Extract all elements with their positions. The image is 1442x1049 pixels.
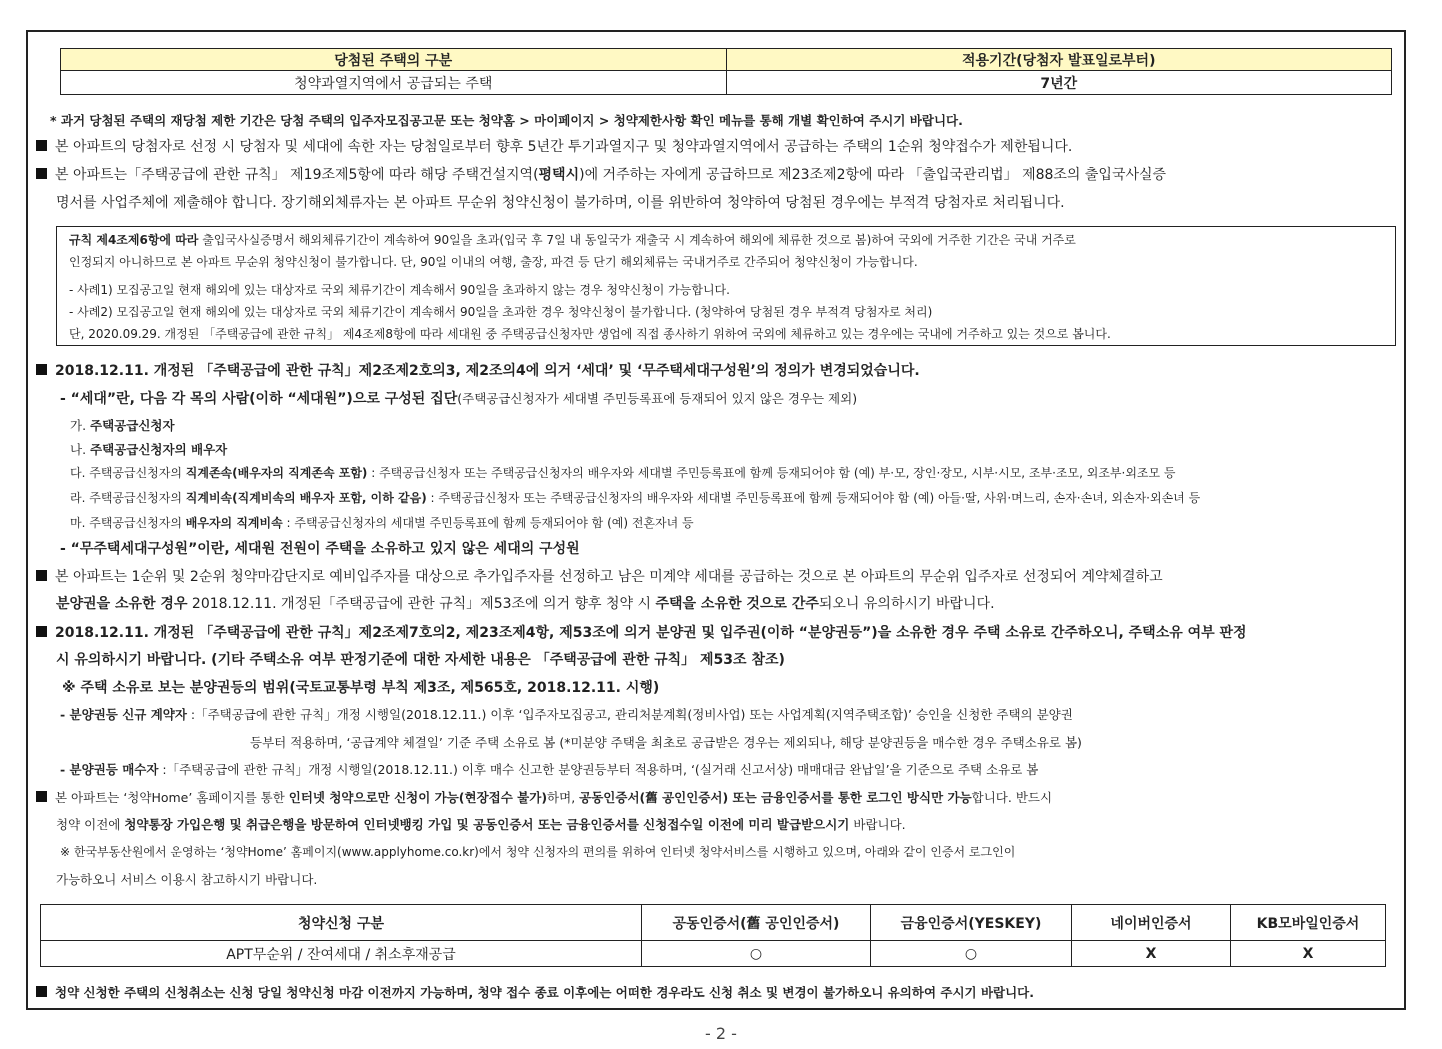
table-cell: ○	[642, 941, 871, 967]
paragraph	[36, 983, 1034, 1001]
table-header: 네이버인증서	[1072, 905, 1231, 941]
bold-text: 청약통장 가입은행 및 취급은행을 방문하여 인터넷뱅킹 가입 및 공동인증서 또는 금융인증서를 신청접수일 이전에 미리 발급받으시기	[124, 817, 850, 832]
paragraph-text: 시 유의하시기 바랍니다. (기타 주택소유 여부 판정기준에 대한 자세한 내용은 「주택공급에 관한 규칙」 제53조 참조)	[56, 652, 785, 668]
paragraph	[36, 360, 920, 380]
paragraph-line	[56, 815, 906, 833]
rule-text: :「주택공급에 관한 규칙」개정 시행일(2018.12.11.) 이후 매수 신고한 분양권등부터 적용하며, ‘(실거래 신고서상) 매매대금 완납일’을 기준으로 주택 소유로 봄	[158, 762, 1039, 777]
item-bold: 직계존속(배우자의 직계존속 포함)	[185, 466, 368, 480]
bullet-square-icon	[36, 626, 47, 637]
table-header: KB모바일인증서	[1231, 905, 1386, 941]
table-header: 공동인증서(舊 공인인증서)	[642, 905, 871, 941]
box-line: - 사례2) 모집공고일 현재 해외에 있는 대상자로 국외 체류기간이 계속해서 90일을 초과한 경우 청약신청이 불가합니다. (청약하여 당첨된 경우 부적격 당첨자로 처리)	[69, 305, 933, 319]
buyer-rule	[60, 760, 1038, 778]
table-header: 적용기간(당첨자 발표일로부터)	[726, 49, 1392, 71]
table-cell: 7년간	[726, 71, 1392, 95]
item-text: 다. 주택공급신청자의	[70, 466, 186, 480]
paragraph-text: 명서를 사업주체에 제출해야 합니다. 장기해외체류자는 본 아파트 무순위 청약신청이 불가하며, 이를 위반하여 청약하여 당첨된 경우에는 부적격 당첨자로 처리됩니다.	[56, 195, 1065, 211]
box-line: 단, 2020.09.29. 개정된 「주택공급에 관한 규칙」 제4조제8항에 따라 세대원 중 주택공급신청자만 생업에 직접 종사하기 위하여 국외에 체류하고 있는 경우에는 국내에 거주하고 있는 것으로 봅니다.	[69, 327, 1111, 341]
applyhome-note: 가능하오니 서비스 이용시 참고하시기 바랍니다.	[56, 872, 318, 887]
paragraph-text: 청약 이전에	[56, 817, 125, 832]
rule-title: 규칙 제4조제6항에 따라	[69, 233, 199, 247]
box-line: 인정되지 아니하므로 본 아파트 무순위 청약신청이 불가합니다. 단, 90일 이내의 여행, 출장, 파견 등 단기 해외체류는 국내거주로 간주되어 청약신청이 가능합니다.	[69, 255, 918, 269]
paragraph-line	[56, 593, 995, 613]
item-text: 주택공급신청자	[90, 418, 175, 433]
paragraph	[36, 136, 1072, 156]
bullet-square-icon	[36, 791, 47, 802]
table-cell: APT무순위 / 잔여세대 / 취소후재공급	[41, 941, 642, 967]
rule-label: - 분양권등 신규 계약자	[60, 707, 187, 722]
new-contractor-rule	[60, 705, 1073, 723]
table-cell: X	[1231, 941, 1386, 967]
table-header: 당첨된 주택의 구분	[61, 49, 727, 71]
past-win-note: * 과거 당첨된 주택의 재당첨 제한 기간은 당첨 주택의 입주자모집공고문 또는 청약홈 > 마이페이지 > 청약제한사항 확인 메뉴를 통해 개별 확인하여 주시기 바랍니다.	[50, 113, 963, 128]
paragraph-text: 본 아파트는 ‘청약Home’ 홈페이지를 통한	[55, 790, 289, 805]
list-item	[70, 464, 1176, 481]
applyhome-note: ※ 한국부동산원에서 운영하는 ‘청약Home’ 홈페이지(www.applyhome.co.kr)에서 청약 신청자의 편의를 위하여 인터넷 청약서비스를 시행하고 있으며, 아래와 같이 인증서 로그인이	[60, 845, 1016, 859]
item-label: 나.	[70, 442, 87, 457]
bullet-square-icon	[36, 364, 47, 375]
box-line	[69, 231, 1076, 248]
box-line: - 사례1) 모집공고일 현재 해외에 있는 대상자로 국외 체류기간이 계속해서 90일을 초과하지 않는 경우 청약신청이 가능합니다.	[69, 283, 730, 297]
scope-note: ※ 주택 소유로 보는 분양권등의 범위(국토교통부령 부칙 제3조, 제565호, 2018.12.11. 시행)	[62, 680, 660, 696]
overseas-rule-box	[56, 226, 1396, 346]
rule-label: - 분양권등 매수자	[60, 762, 159, 777]
no-house-def: - “무주택세대구성원”이란, 세대원 전원이 주택을 소유하고 있지 않은 세대의 구성원	[60, 541, 580, 557]
box-text: 출입국사실증명서 해외체류기간이 계속하여 90일을 초과(입국 후 7일 내 동일국가 재출국 시 계속하여 해외에 체류한 것으로 봄)하여 국외에 거주한 기간은 국내 거주로	[198, 233, 1076, 247]
paragraph-text: 합니다. 반드시	[971, 790, 1053, 805]
bullet-square-icon	[36, 986, 47, 997]
region-name: 평택시	[538, 167, 580, 183]
certificate-table	[40, 904, 1386, 967]
table-cell: X	[1072, 941, 1231, 967]
bullet-square-icon	[36, 140, 47, 151]
paragraph	[36, 164, 1166, 184]
paragraph-text: 2018.12.11. 개정된 「주택공급에 관한 규칙」제2조제7호의2, 제23조제4항, 제53조에 의거 분양권 및 입주권(이하 “분양권등”)을 소유한 경우 주택 소유로 간주하오니, 주택소유 여부 판정	[55, 625, 1247, 641]
item-text: 라. 주택공급신청자의	[70, 491, 186, 505]
paragraph	[36, 788, 1052, 806]
table-header: 청약신청 구분	[41, 905, 642, 941]
paragraph-text: 본 아파트의 당첨자로 선정 시 당첨자 및 세대에 속한 자는 당첨일로부터 향후 5년간 투기과열지구 및 청약과열지역에서 공급하는 주택의 1순위 청약접수가 제한됩니다.	[55, 139, 1073, 155]
table-header: 금융인증서(YESKEY)	[871, 905, 1072, 941]
def-note: (주택공급신청자가 세대별 주민등록표에 등재되어 있지 않은 경우는 제외)	[457, 391, 858, 406]
table-cell: ○	[871, 941, 1072, 967]
paragraph-text: 바랍니다.	[849, 817, 906, 832]
paragraph-text: 2018.12.11. 개정된「주택공급에 관한 규칙」제53조에 의거 향후 청약 시	[187, 596, 656, 612]
item-text: : 주택공급신청자 또는 주택공급신청자의 배우자와 세대별 주민등록표에 함께 등재되어야 함 (예) 부·모, 장인·장모, 시부·시모, 조부·조모, 외조부·외조모 등	[367, 466, 1176, 480]
item-text: : 주택공급신청자의 세대별 주민등록표에 함께 등재되어야 함 (예) 전혼자녀 등	[282, 516, 694, 530]
item-text: : 주택공급신청자 또는 주택공급신청자의 배우자와 세대별 주민등록표에 함께 등재되어야 함 (예) 아들·딸, 사위·며느리, 손자·손녀, 외손자·외손녀 등	[426, 491, 1201, 505]
bold-text: 인터넷 청약으로만 신청이 가능(현장접수 불가)	[288, 790, 548, 805]
item-bold: 직계비속(직계비속의 배우자 포함, 이하 같음)	[185, 491, 427, 505]
list-item	[70, 489, 1200, 506]
bullet-square-icon	[36, 168, 47, 179]
paragraph	[36, 566, 1163, 586]
def-title: - “세대”란, 다음 각 목의 사람(이하 “세대원”)으로 구성된 집단	[60, 391, 458, 407]
paragraph-text: )에 거주하는 자에게 공급하므로 제23조제2항에 따라 「출입국관리법」 제88조의 출입국사실증	[579, 167, 1167, 183]
list-item	[70, 514, 694, 531]
paragraph-text: 되오니 유의하시기 바랍니다.	[818, 596, 995, 612]
paragraph-text: 2018.12.11. 개정된 「주택공급에 관한 규칙」제2조제2호의3, 제2조의4에 의거 ‘세대’ 및 ‘무주택세대구성원’의 정의가 변경되었습니다.	[55, 363, 920, 379]
list-item	[70, 440, 227, 458]
paragraph-text: 본 아파트는 1순위 및 2순위 청약마감단지로 예비입주자를 대상으로 추가입주자를 선정하고 남은 미계약 세대를 공급하는 것으로 본 아파트의 무순위 입주자로 선정되어 계약체결하고	[55, 569, 1163, 585]
bold-text: 공동인증서(舊 공인인증서) 또는 금융인증서를 통한 로그인 방식만 가능	[579, 790, 972, 805]
item-text: 주택공급신청자의 배우자	[90, 442, 228, 457]
household-def	[60, 388, 857, 408]
item-bold: 배우자의 직계비속	[185, 516, 283, 530]
paragraph-text: 본 아파트는「주택공급에 관한 규칙」 제19조제5항에 따라 해당 주택건설지역(	[55, 167, 539, 183]
table-cell: 청약과열지역에서 공급되는 주택	[61, 71, 727, 95]
paragraph-text: 하며,	[547, 790, 580, 805]
rule-text: :「주택공급에 관한 규칙」개정 시행일(2018.12.11.) 이후 ‘입주자모집공고, 관리처분계획(정비사업) 또는 사업계획(지역주택조합)’ 승인을 신청한 주택의 분양권	[186, 707, 1073, 722]
paragraph-text: 청약 신청한 주택의 신청취소는 신청 당일 청약신청 마감 이전까지 가능하며, 청약 접수 종료 이후에는 어떠한 경우라도 신청 취소 및 변경이 불가하오니 유의하여 주시기 바랍니다.	[55, 985, 1034, 1000]
paragraph	[36, 622, 1247, 642]
item-label: 가.	[70, 418, 87, 433]
bullet-square-icon	[36, 570, 47, 581]
list-item	[70, 416, 175, 434]
bold-text: 분양권을 소유한 경우	[56, 596, 188, 612]
page-number: - 2 -	[705, 1024, 737, 1043]
bold-text: 주택을 소유한 것으로 간주	[655, 596, 819, 612]
rule-text: 등부터 적용하며, ‘공급계약 체결일’ 기준 주택 소유로 봄 (*미분양 주택을 최초로 공급받은 경우는 제외되나, 해당 분양권등을 매수한 경우 주택소유로 봄)	[250, 735, 1082, 750]
rewin-restriction-table	[60, 48, 1392, 95]
item-text: 마. 주택공급신청자의	[70, 516, 186, 530]
